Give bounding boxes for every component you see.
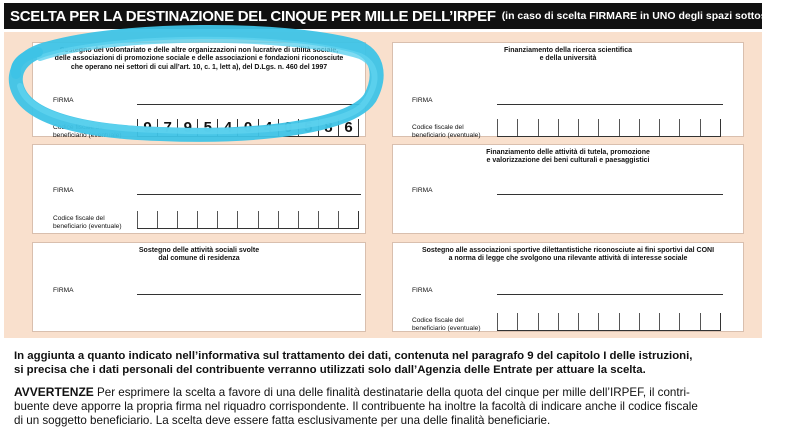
- box-sportive-heading: Sostegno alle associazioni sportive dilettantistiche riconosciute ai fini sportivi dal CONI a norma di legge che svolgono una rilevante attività di interesse sociale: [421, 247, 715, 263]
- firma-signature-line[interactable]: [497, 294, 723, 295]
- cf-digit: 9: [137, 119, 157, 136]
- box-associazioni-sportive: [392, 242, 744, 332]
- cf-label: Codice fiscale del beneficiario (eventuale): [412, 124, 481, 139]
- firma-label: FIRMA: [412, 287, 433, 294]
- firma-label: FIRMA: [53, 97, 74, 104]
- box-volontariato: [32, 42, 366, 137]
- choices-panel: [4, 32, 762, 338]
- cf-label: Codice fiscale del beneficiario (eventuale): [412, 317, 481, 332]
- firma-signature-line[interactable]: [137, 194, 361, 195]
- cf-digit: 6: [338, 119, 359, 136]
- box-comune-heading: Sostegno delle attività sociali svolte dal comune di residenza: [138, 247, 260, 263]
- warning-text: AVVERTENZE Per esprimere la scelta a favore di una delle finalità destinatarie della quota del cinque per mille dell’IRPEF, il contri- buente deve apporre la propria firma nel riquadro corrispondente. Il contribuente ha inoltre la facoltà di indicare anche il codice fiscale di un soggetto beneficiario. La scelta deve essere fatta esclusivamente per una delle finalità beneficiarie.: [14, 385, 698, 427]
- cf-digit: 4: [258, 119, 278, 136]
- codice-fiscale-field[interactable]: [497, 119, 721, 137]
- cf-digit: 5: [298, 119, 318, 136]
- form-header: [4, 3, 792, 29]
- cf-digit: 0: [278, 119, 298, 136]
- box-volontariato-heading: Sostegno del volontariato e delle altre organizzazioni non lucrative di utilità sociale, delle associazioni di promozione sociale e delle associazioni e fondazioni riconosciute che operano nei settori di cui all’art. 10, c. 1, lett a), del D.Lgs. n. 460 del 1997: [54, 47, 344, 71]
- cf-digit: 7: [157, 119, 177, 136]
- box-finalita-middle-left: [32, 144, 366, 234]
- cf-digit: 4: [217, 119, 237, 136]
- codice-fiscale-field[interactable]: [497, 313, 721, 331]
- warning-label: AVVERTENZE: [14, 385, 94, 399]
- privacy-info-text: In aggiunta a quanto indicato nell’informativa sul trattamento dei dati, contenuta nel paragrafo 9 del capitolo I delle istruzioni, si precisa che i dati personali del contribuente verranno utilizzati solo dall’Agenzia delle Entrate per attuare la scelta.: [14, 350, 693, 376]
- firma-signature-line[interactable]: [497, 194, 723, 195]
- codice-fiscale-field[interactable]: [137, 119, 359, 137]
- box-beni-culturali-heading: Finanziamento delle attività di tutela, promozione e valorizzazione dei beni culturali e paesaggistici: [486, 149, 650, 165]
- firma-signature-line[interactable]: [137, 294, 361, 295]
- box-beni-culturali: [392, 144, 744, 234]
- cf-label: Codice fiscale del beneficiario (eventuale): [53, 124, 122, 139]
- cf-digit: 5: [197, 119, 217, 136]
- codice-fiscale-field[interactable]: [137, 211, 359, 229]
- box-comune-residenza: [32, 242, 366, 332]
- firma-label: FIRMA: [412, 187, 433, 194]
- cf-label: Codice fiscale del beneficiario (eventuale): [53, 215, 122, 230]
- form-instruction-note: (in caso di scelta FIRMARE in UNO degli spazi sottostanti): [501, 10, 792, 22]
- firma-label: FIRMA: [412, 97, 433, 104]
- box-ricerca-scientifica: [392, 42, 744, 137]
- form-title: SCELTA PER LA DESTINAZIONE DEL CINQUE PER MILLE DELL’IRPEF: [10, 7, 496, 25]
- cf-digit: 8: [318, 119, 338, 136]
- cf-digit: 0: [237, 119, 257, 136]
- firma-label: FIRMA: [53, 187, 74, 194]
- firma-label: FIRMA: [53, 287, 74, 294]
- cf-digit: 9: [177, 119, 197, 136]
- box-ricerca-heading: Finanziamento della ricerca scientifica e della università: [504, 47, 632, 63]
- firma-signature-line[interactable]: [497, 104, 723, 105]
- firma-signature-line[interactable]: [137, 104, 361, 105]
